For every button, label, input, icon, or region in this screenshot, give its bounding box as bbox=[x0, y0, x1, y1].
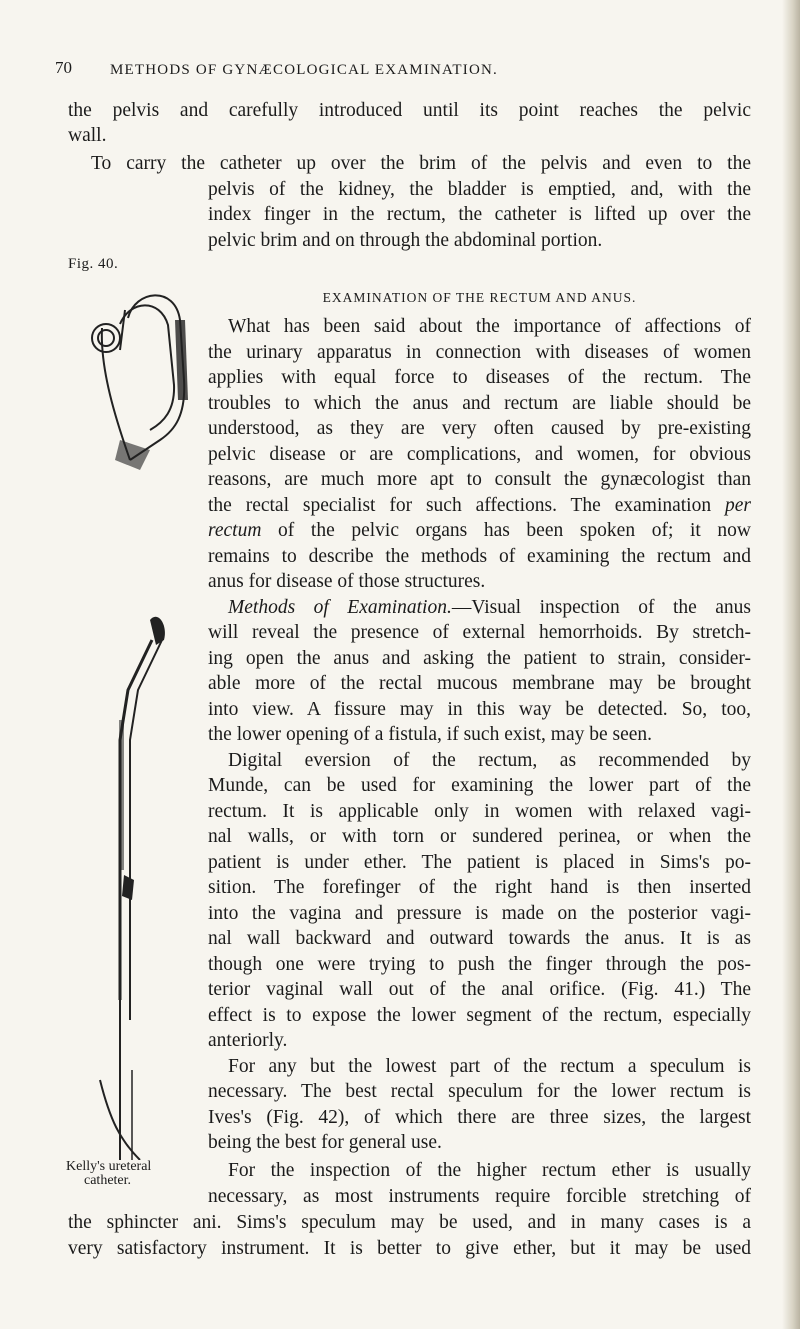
text-line: troubles to which the anus and rectum are liable should be bbox=[208, 393, 751, 414]
text-line: anus for disease of those structures. bbox=[208, 571, 486, 592]
text-line: the pelvis and carefully introduced until its point reaches the pelvic bbox=[68, 100, 751, 121]
section-heading: EXAMINATION OF THE RECTUM AND ANUS. bbox=[322, 290, 637, 305]
text-line: reasons, are much more apt to consult the gynæcologist than bbox=[208, 469, 751, 490]
text-line: terior vaginal wall out of the anal orifice. (Fig. 41.) The bbox=[208, 979, 751, 1000]
text-line: rectum of the pelvic organs has been spoken of; it now bbox=[208, 520, 751, 541]
text-line: Ives's (Fig. 42), of which there are three sizes, the largest bbox=[208, 1107, 751, 1128]
text-line: Munde, can be used for examining the lower part of the bbox=[208, 775, 751, 796]
text-line: the lower opening of a fistula, if such exist, may be seen. bbox=[208, 724, 653, 745]
text-line: sition. The forefinger of the right hand is then inserted bbox=[208, 877, 751, 898]
figure-caption: Kelly's ureteral catheter. bbox=[66, 1159, 152, 1188]
text-line: necessary, as most instruments require forcible stretching of bbox=[208, 1186, 751, 1207]
text-line: able more of the rectal mucous membrane may be brought bbox=[208, 673, 751, 694]
text-line: understood, as they are very often caused by pre-existing bbox=[208, 418, 751, 439]
text-line: To carry the catheter up over the brim of the pelvis and even to the bbox=[91, 153, 751, 174]
text-line: ing open the anus and asking the patient to strain, consider- bbox=[208, 648, 751, 669]
text-line: the sphincter ani. Sims's speculum may be used, and in many cases is a bbox=[68, 1212, 751, 1233]
text-line: effect is to expose the lower segment of the rectum, especially bbox=[208, 1005, 751, 1026]
text-line: nal wall backward and outward towards the anus. It is as bbox=[208, 928, 751, 949]
text-line: For any but the lowest part of the rectum a speculum is bbox=[228, 1056, 751, 1077]
text-line: though one were trying to push the finger through the pos- bbox=[208, 954, 751, 975]
text-line: will reveal the presence of external hemorrhoids. By stretch- bbox=[208, 622, 751, 643]
text-line: into view. A fissure may in this way be detected. So, too, bbox=[208, 699, 751, 720]
text-line: applies with equal force to diseases of the rectum. The bbox=[208, 367, 751, 388]
text-line: What has been said about the importance of affections of bbox=[228, 316, 751, 337]
figure-label: Fig. 40. bbox=[68, 256, 119, 272]
text-line: rectum. It is applicable only in women with relaxed vagi- bbox=[208, 801, 751, 822]
text-line: into the vagina and pressure is made on the posterior vagi- bbox=[208, 903, 751, 924]
text-line: nal walls, or with torn or sundered perinea, or when the bbox=[208, 826, 751, 847]
text-line: the urinary apparatus in connection with diseases of women bbox=[208, 342, 751, 363]
text-line: Methods of Examination.—Visual inspection of the anus bbox=[228, 597, 752, 618]
ureteral-catheter-illustration bbox=[80, 280, 200, 1160]
text-line: pelvic disease or are complications, and women, for obvious bbox=[208, 444, 751, 465]
page-edge-shadow bbox=[782, 0, 800, 1329]
text-line: patient is under ether. The patient is placed in Sims's po- bbox=[208, 852, 751, 873]
text-line: Digital eversion of the rectum, as recommended by bbox=[228, 750, 751, 771]
text-line: very satisfactory instrument. It is better to give ether, but it may be used bbox=[68, 1238, 751, 1259]
text-line: necessary. The best rectal speculum for the lower rectum is bbox=[208, 1081, 751, 1102]
text-line: index finger in the rectum, the catheter is lifted up over the bbox=[208, 204, 751, 225]
page-number: 70 bbox=[55, 58, 72, 77]
text-line: wall. bbox=[68, 125, 107, 146]
text-line: the rectal specialist for such affections. The examination per bbox=[208, 495, 751, 516]
text-line: For the inspection of the higher rectum ether is usually bbox=[228, 1160, 751, 1181]
text-line: pelvis of the kidney, the bladder is emptied, and, with the bbox=[208, 179, 751, 200]
text-line: being the best for general use. bbox=[208, 1132, 442, 1153]
text-line: pelvic brim and on through the abdominal portion. bbox=[208, 230, 603, 251]
running-title: METHODS OF GYNÆCOLOGICAL EXAMINATION. bbox=[110, 62, 499, 78]
text-line: remains to describe the methods of examining the rectum and bbox=[208, 546, 751, 567]
text-line: anteriorly. bbox=[208, 1030, 288, 1051]
